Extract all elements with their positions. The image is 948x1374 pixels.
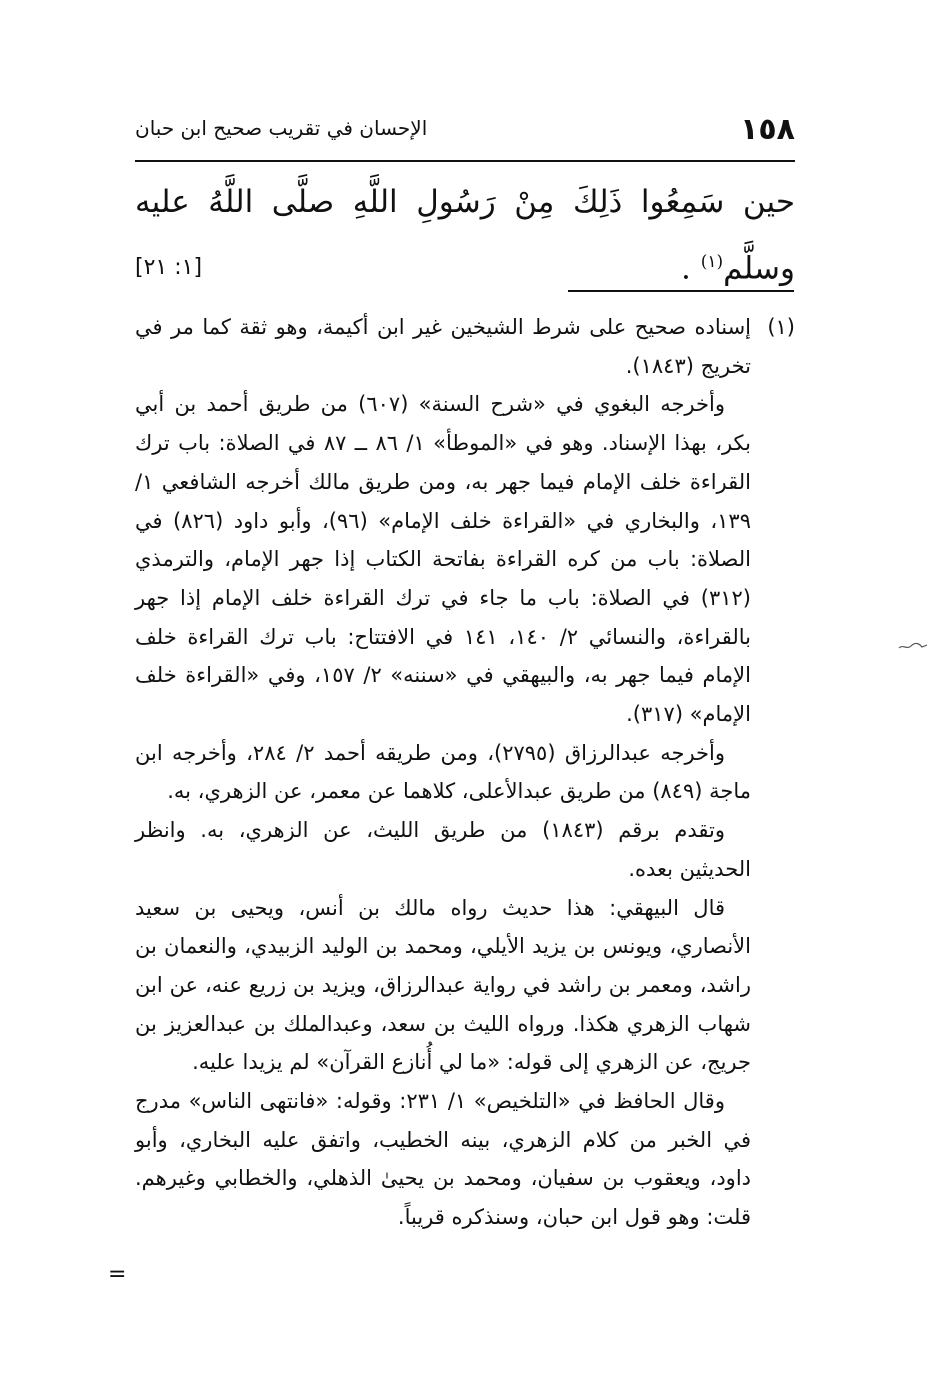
footnote-paragraph: وأخرجه البغوي في «شرح السنة» (٦٠٧) من طريق أحمد بن أبي بكر، بهذا الإسناد. وهو في «الموطأ» ١/ ٨٦ ــ ٨٧ في الصلاة: باب ترك القراءة خلف الإمام فيما جهر به، ومن طريق مالك أخرجه الشافعي ١/ ١٣٩، والبخاري في «القراءة خلف الإمام» (٩٦)، وأبو داود (٨٢٦) في الصلاة: باب من كره القراءة بفاتحة الكتاب إذا جهر الإمام، والترمذي (٣١٢) في الصلاة: باب ما جاء في ترك القراءة خلف الإمام إذا جهر بالقراءة، والنسائي ٢/ ١٤٠، ١٤١ في الافتتاح: باب ترك القراءة خلف الإمام فيما جهر به، والبيهقي في «سننه» ٢/ ١٥٧، وفي «القراءة خلف الإمام» (٣١٧). [135, 392, 751, 727]
footnote-rule [568, 290, 794, 292]
margin-scribble [898, 640, 928, 652]
footnote-paragraph: إسناده صحيح على شرط الشيخين غير ابن أكيمة، وهو ثقة كما مر في تخريج (١٨٤٣). [135, 315, 751, 378]
footnote-reference[interactable]: (١) [700, 252, 724, 272]
hadith-period: . [681, 250, 691, 287]
hadith-text-line2 [135, 232, 795, 292]
footnote-paragraph: وأخرجه عبدالرزاق (٢٧٩٥)، ومن طريقه أحمد ٢/ ٢٨٤، وأخرجه ابن ماجة (٨٤٩) من طريق عبدالأعلى، كلاهما عن معمر، عن الزهري، به. [135, 740, 751, 804]
footnote-paragraph: قال البيهقي: هذا حديث رواه مالك بن أنس، ويحيى بن سعيد الأنصاري، ويونس بن يزيد الأيلي، ومحمد بن الوليد الزبيدي، والنعمان بن راشد، ومعمر بن راشد في رواية عبدالرزاق، ويزيد بن زريع عنه، عن ابن شهاب الزهري هكذا. ورواه الليث بن سعد، وعبدالملك بن عبدالعزيز بن جريج، عن الزهري إلى قوله: «ما لي أُنازع القرآن» لم يزيدا عليه. [135, 895, 751, 1075]
header-rule [135, 160, 795, 162]
hadith-reference: [١: ٢١] [135, 255, 203, 280]
footnote-marker: (١) [767, 315, 795, 339]
footnote-paragraph: وتقدم برقم (١٨٤٣) من طريق الليث، عن الزهري، به. وانظر الحديثين بعده. [135, 818, 751, 881]
footnotes-section [135, 308, 795, 1237]
page-number: ١٥٨ [740, 112, 795, 147]
hadith-continuation [681, 232, 795, 298]
running-title: الإحسان في تقريب صحيح ابن حبان [135, 116, 428, 140]
hadith-line2-text: وسلَّم [723, 250, 795, 287]
hadith-text-line1: حين سَمِعُوا ذَلِكَ مِنْ رَسُولِ اللَّهِ صلَّى اللَّهُ عليه [135, 184, 795, 220]
footnote-body [135, 308, 751, 1237]
footnote-paragraph: وقال الحافظ في «التلخيص» ١/ ٢٣١: وقوله: «فانتهى الناس» مدرج في الخبر من كلام الزهري، بينه الخطيب، واتفق عليه البخاري، وأبو داود، ويعقوب بن سفيان، ومحمد بن يحيىٰ الذهلي، والخطابي وغيرهم. قلت: وهو قول ابن حبان، وسنذكره قريباً. [135, 1089, 751, 1230]
page-header [135, 112, 795, 156]
continuation-mark: = [108, 1262, 127, 1287]
